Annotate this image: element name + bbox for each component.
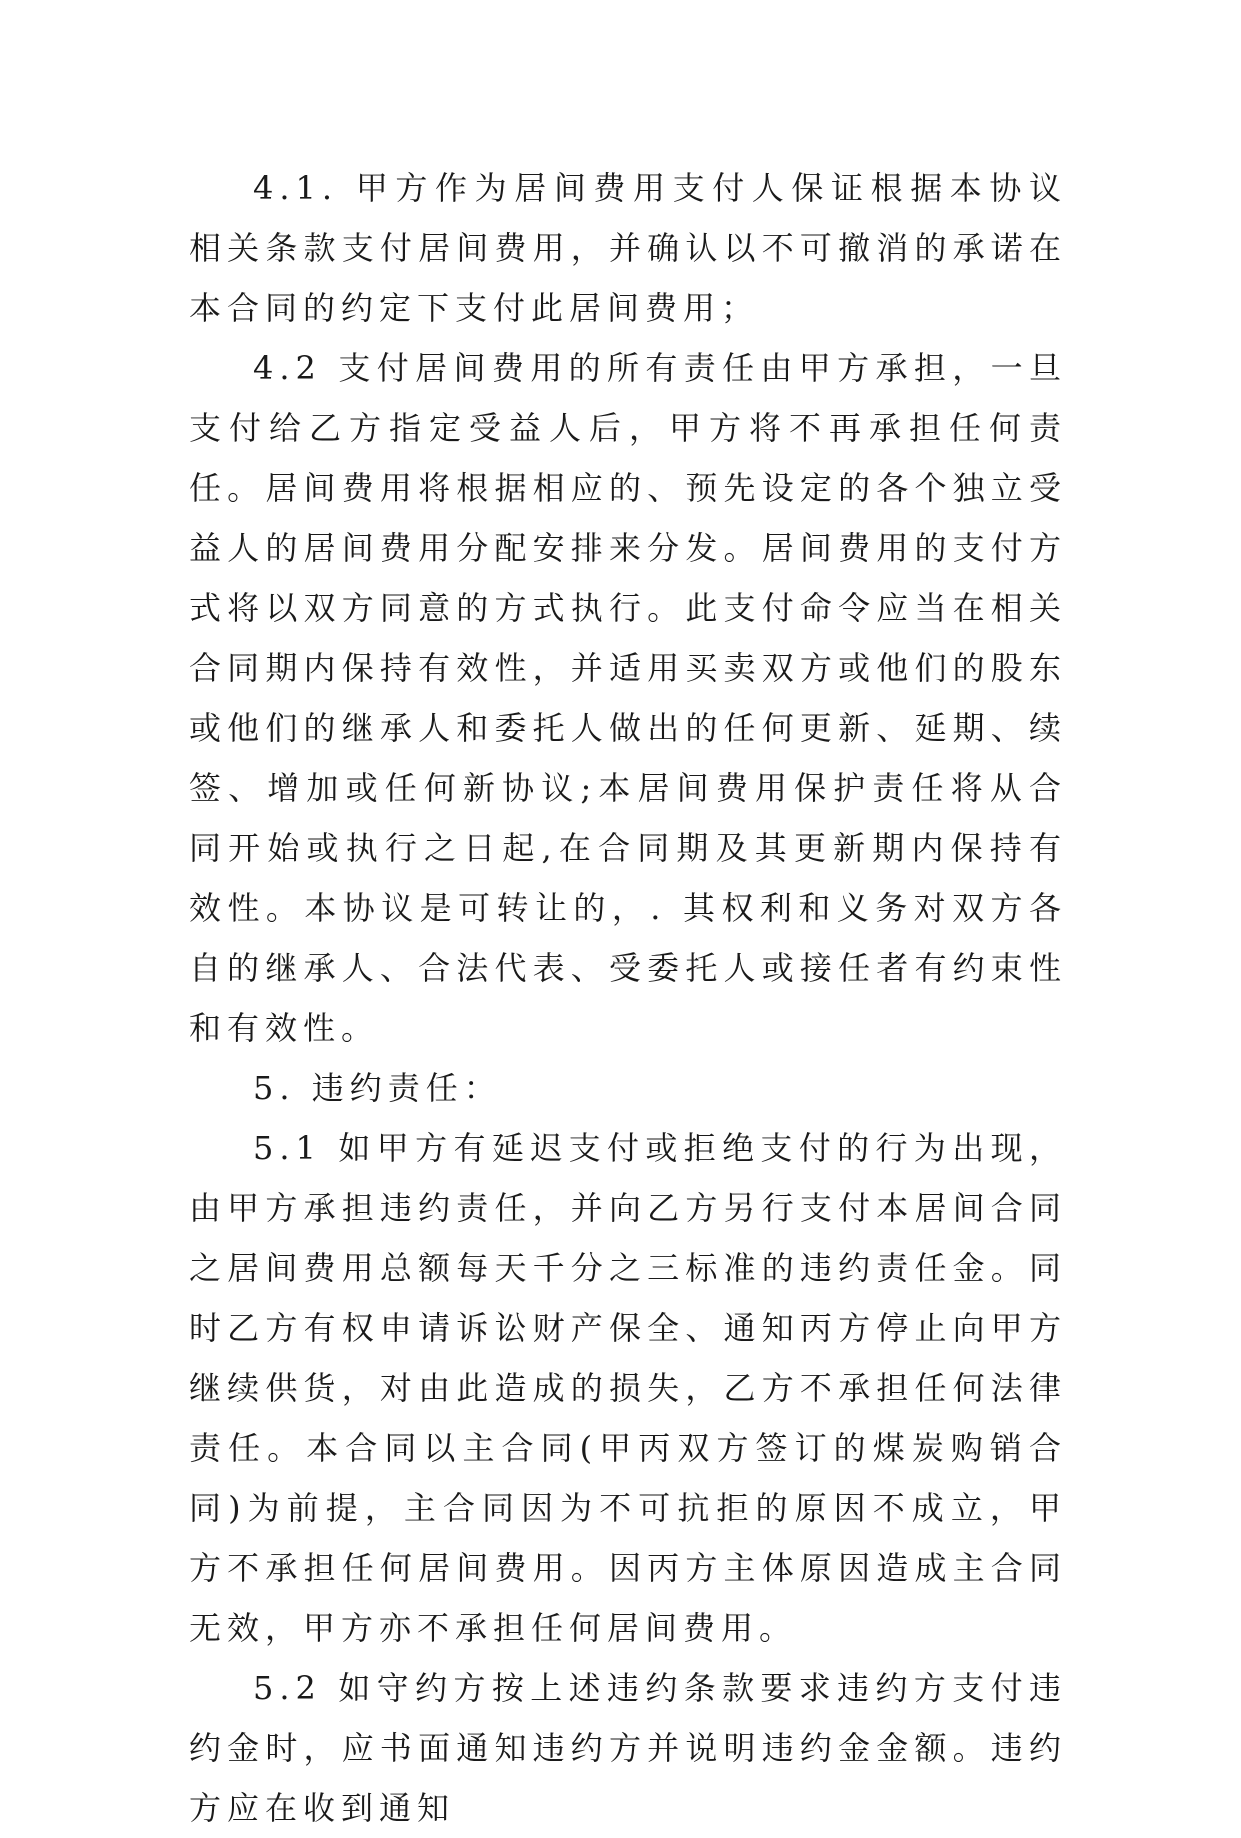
clause-4-2: 4.2 支付居间费用的所有责任由甲方承担，一旦支付给乙方指定受益人后，甲方将不再承担任何责任。居间费用将根据相应的、预先设定的各个独立受益人的居间费用分配安排来分发。居间费用的支付方式将以双方同意的方式执行。此支付命令应当在相关合同期内保持有效性，并适用买卖双方或他们的股东或他们的继承人和委托人做出的任何更新、延期、续签、增加或任何新协议;本居间费用保护责任将从合同开始或执行之日起,在合同期及其更新期内保持有效性。本协议是可转让的，. 其权利和义务对双方各自的继承人、合法代表、受委托人或接任者有约束性和有效性。: [189, 349, 1067, 1047]
document-page: [189, 158, 1067, 1838]
clause-4-1: 4.1. 甲方作为居间费用支付人保证根据本协议相关条款支付居间费用，并确认以不可撤消的承诺在本合同的约定下支付此居间费用；: [189, 169, 1067, 327]
clause-5-2: 5.2 如守约方按上述违约条款要求违约方支付违约金时，应书面通知违约方并说明违约金金额。违约方应在收到通知: [189, 1669, 1067, 1827]
clause-5-1: 5.1 如甲方有延迟支付或拒绝支付的行为出现，由甲方承担违约责任，并向乙方另行支付本居间合同之居间费用总额每天千分之三标准的违约责任金。同时乙方有权申请诉讼财产保全、通知丙方停止向甲方继续供货，对由此造成的损失，乙方不承担任何法律责任。本合同以主合同(甲丙双方签订的煤炭购销合同)为前提，主合同因为不可抗拒的原因不成立，甲方不承担任何居间费用。因丙方主体原因造成主合同无效，甲方亦不承担任何居间费用。: [189, 1129, 1067, 1647]
section-5-heading: 5. 违约责任：: [253, 1069, 502, 1107]
